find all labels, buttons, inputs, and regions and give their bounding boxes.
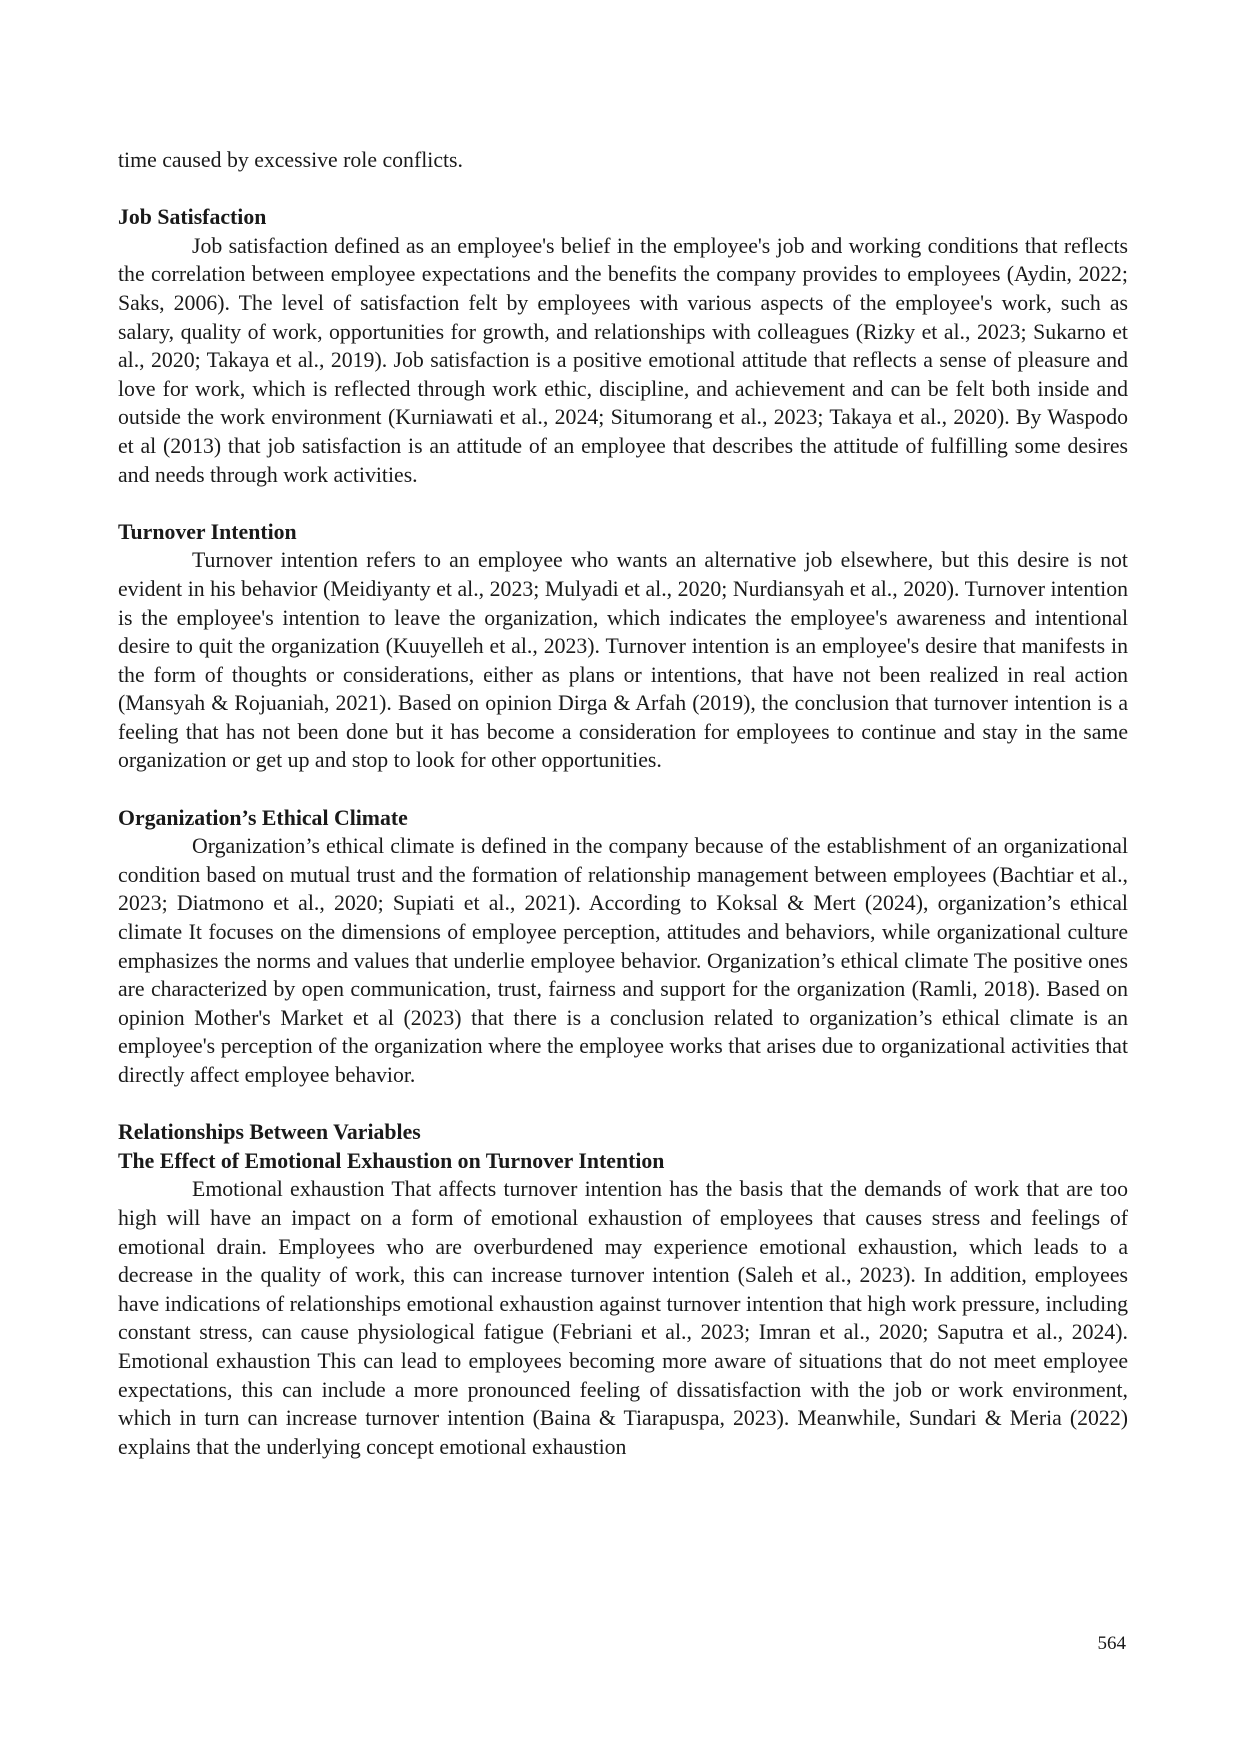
paragraph-emotional-exhaustion: Emotional exhaustion That affects turnover intention has the basis that the demands of work that are too high will have an impact on a form of emotional exhaustion of employees that causes stress and feelings of emotional drain. Employees who are overburdened may experience emotional exhaustion, which leads to a decrease in the quality of work, this can increase turnover intention (Saleh et al., 2023). In addition, employees have indications of relationships emotional exhaustion against turnover intention that high work pressure, including constant stress, can cause physiological fatigue (Febriani et al., 2023; Imran et al., 2020; Saputra et al., 2024). Emotional exhaustion This can lead to employees becoming more aware of situations that do not meet employee expectations, this can include a more pronounced feeling of dissatisfaction with the job or work environment, which in turn can increase turnover intention (Baina & Tiarapuspa, 2023). Meanwhile, Sundari & Meria (2022) explains that the underlying concept emotional exhaustion [118, 1177, 1128, 1459]
heading-turnover-intention: Turnover Intention [118, 519, 297, 544]
spacer [118, 1090, 1128, 1119]
lead-text: time caused by excessive role conflicts. [118, 148, 463, 172]
heading-job-satisfaction: Job Satisfaction [118, 205, 267, 230]
paragraph-job-satisfaction: Job satisfaction defined as an employee's belief in the employee's job and working conditions that reflects the correlation between employee expectations and the benefits the company provides to employees (Aydin, 2022; Saks, 2006). The level of satisfaction felt by employees with various aspects of the employee's work, such as salary, quality of work, opportunities for growth, and relationships with colleagues (Rizky et al., 2023; Sukarno et al., 2020; Takaya et al., 2019). Job satisfaction is a positive emotional attitude that reflects a sense of pleasure and love for work, which is reflected through work ethic, discipline, and achievement and can be felt both inside and outside the work environment (Kurniawati et al., 2024; Situmorang et al., 2023; Takaya et al., 2020). By Waspodo et al (2013) that job satisfaction is an attitude of an employee that describes the attitude of fulfilling some desires and needs through work activities. [118, 233, 1128, 487]
spacer [118, 489, 1128, 518]
subheading-emotional-exhaustion: The Effect of Emotional Exhaustion on Turnover Intention [118, 1148, 665, 1173]
page-number: 564 [1097, 1633, 1126, 1654]
heading-relationships: Relationships Between Variables [118, 1120, 421, 1145]
paragraph-ethical-climate: Organization’s ethical climate is defined in the company because of the establishment of an organizational condition based on mutual trust and the formation of relationship management between employees (Bachtiar et al., 2023; Diatmono et al., 2020; Supiati et al., 2021). According to Koksal & Mert (2024), organization’s ethical climate It focuses on the dimensions of employee perception, attitudes and behaviors, while organizational culture emphasizes the norms and values that underlie employee behavior. Organization’s ethical climate The positive ones are characterized by open communication, trust, fairness and support for the organization (Ramli, 2018). Based on opinion Mother's Market et al (2023) that there is a conclusion related to organization’s ethical climate is an employee's perception of the organization where the employee works that arises due to organizational activities that directly affect employee behavior. [118, 834, 1128, 1087]
document-body [118, 146, 1128, 1461]
heading-ethical-climate: Organization’s Ethical Climate [118, 805, 408, 830]
spacer [118, 775, 1128, 804]
spacer [118, 175, 1128, 204]
paragraph-turnover-intention: Turnover intention refers to an employee who wants an alternative job elsewhere, but this desire is not evident in his behavior (Meidiyanty et al., 2023; Mulyadi et al., 2020; Nurdiansyah et al., 2020). Turnover intention is the employee's intention to leave the organization, which indicates the employee's awareness and intentional desire to quit the organization (Kuuyelleh et al., 2023). Turnover intention is an employee's desire that manifests in the form of thoughts or considerations, either as plans or intentions, that have not been realized in real action (Mansyah & Rojuaniah, 2021). Based on opinion Dirga & Arfah (2019), the conclusion that turnover intention is a feeling that has not been done but it has become a consideration for employees to continue and stay in the same organization or get up and stop to look for other opportunities. [118, 548, 1128, 773]
